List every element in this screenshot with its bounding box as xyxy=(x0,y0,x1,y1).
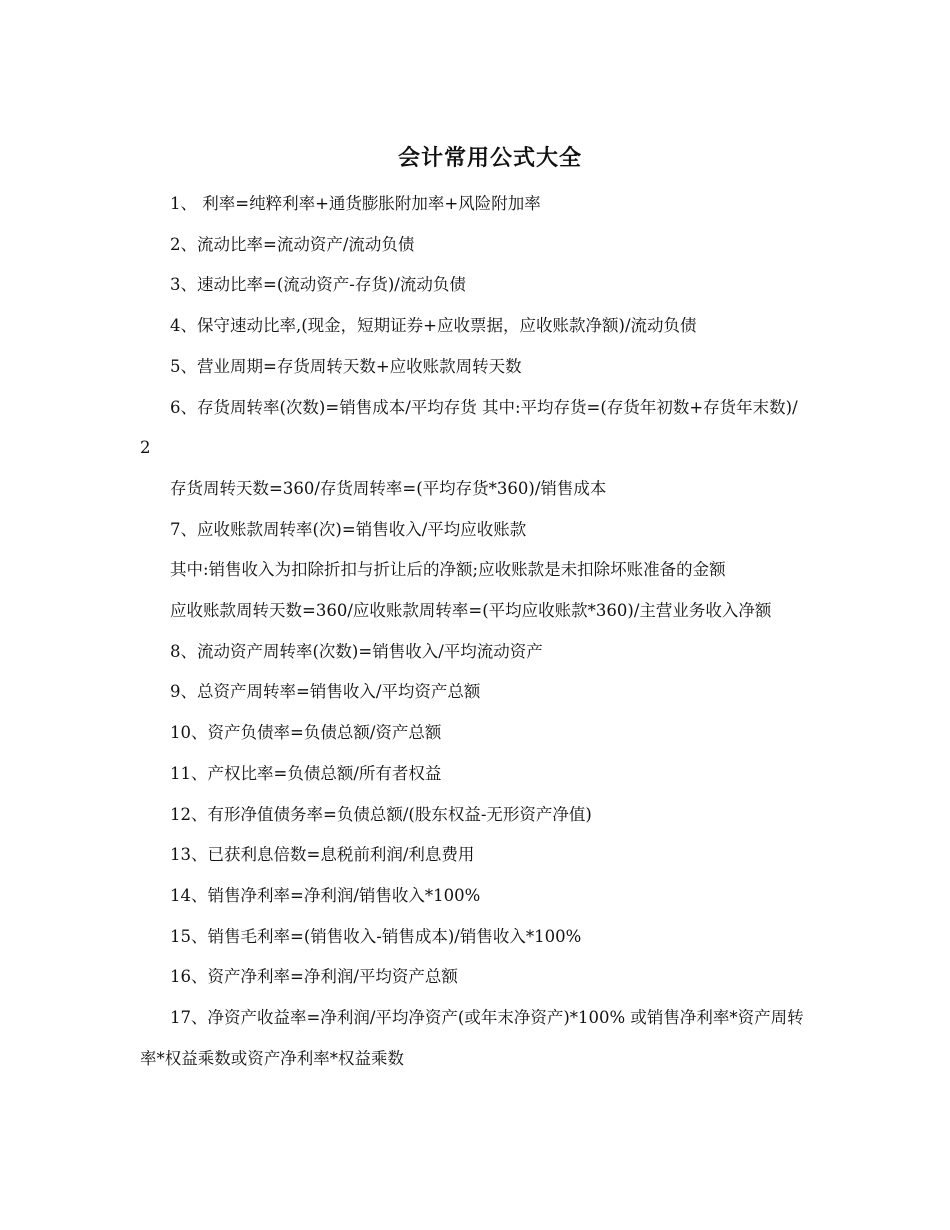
paragraph-1: 1、 利率=纯粹利率+通货膨胀附加率+风险附加率 xyxy=(170,194,541,213)
paragraph-3: 3、速动比率=(流动资产-存货)/流动负债 xyxy=(170,275,466,295)
document-title: 会计常用公式大全 xyxy=(397,145,582,171)
paragraph-11: 8、流动资产周转率(次数)=销售收入/平均流动资产 xyxy=(170,641,543,661)
paragraph-15: 12、有形净值债务率=负债总额/(股东权益-无形资产净值) xyxy=(170,804,592,824)
paragraph-10: 应收账款周转天数=360/应收账款周转率=(平均应收账款*360)/主营业务收入净额 xyxy=(170,601,772,621)
paragraph-9: 其中:销售收入为扣除折扣与折让后的净额;应收账款是未扣除坏账准备的金额 xyxy=(170,560,726,580)
paragraph-18: 15、销售毛利率=(销售收入-销售成本)/销售收入*100% xyxy=(170,926,582,946)
document-body xyxy=(140,184,806,1079)
paragraph-5: 5、营业周期=存货周转天数+应收账款周转天数 xyxy=(170,356,522,376)
paragraph-8: 7、应收账款周转率(次)=销售收入/平均应收账款 xyxy=(170,519,527,539)
paragraph-12: 9、总资产周转率=销售收入/平均资产总额 xyxy=(170,682,481,702)
paragraph-7: 存货周转天数=360/存货周转率=(平均存货*360)/销售成本 xyxy=(170,478,607,498)
paragraph-2: 2、流动比率=流动资产/流动负债 xyxy=(170,234,415,254)
paragraph-19: 16、资产净利率=净利润/平均资产总额 xyxy=(170,967,458,987)
paragraph-13: 10、资产负债率=负债总额/资产总额 xyxy=(170,723,442,743)
paragraph-14: 11、产权比率=负债总额/所有者权益 xyxy=(170,763,442,783)
paragraph-16: 13、已获利息倍数=息税前利润/利息费用 xyxy=(170,845,475,865)
paragraph-6: 6、存货周转率(次数)=销售成本/平均存货 其中:平均存货=(存货年初数+存货年末数)/2 xyxy=(140,397,798,458)
paragraph-17: 14、销售净利率=净利润/销售收入*100% xyxy=(170,885,481,905)
paragraph-4: 4、保守速动比率,(现金，短期证券+应收票据，应收账款净额)/流动负债 xyxy=(170,316,697,336)
paragraph-20: 17、净资产收益率=净利润/平均净资产(或年末净资产)*100% 或销售净利率*资产周转率*权益乘数或资产净利率*权益乘数 xyxy=(140,1008,804,1068)
